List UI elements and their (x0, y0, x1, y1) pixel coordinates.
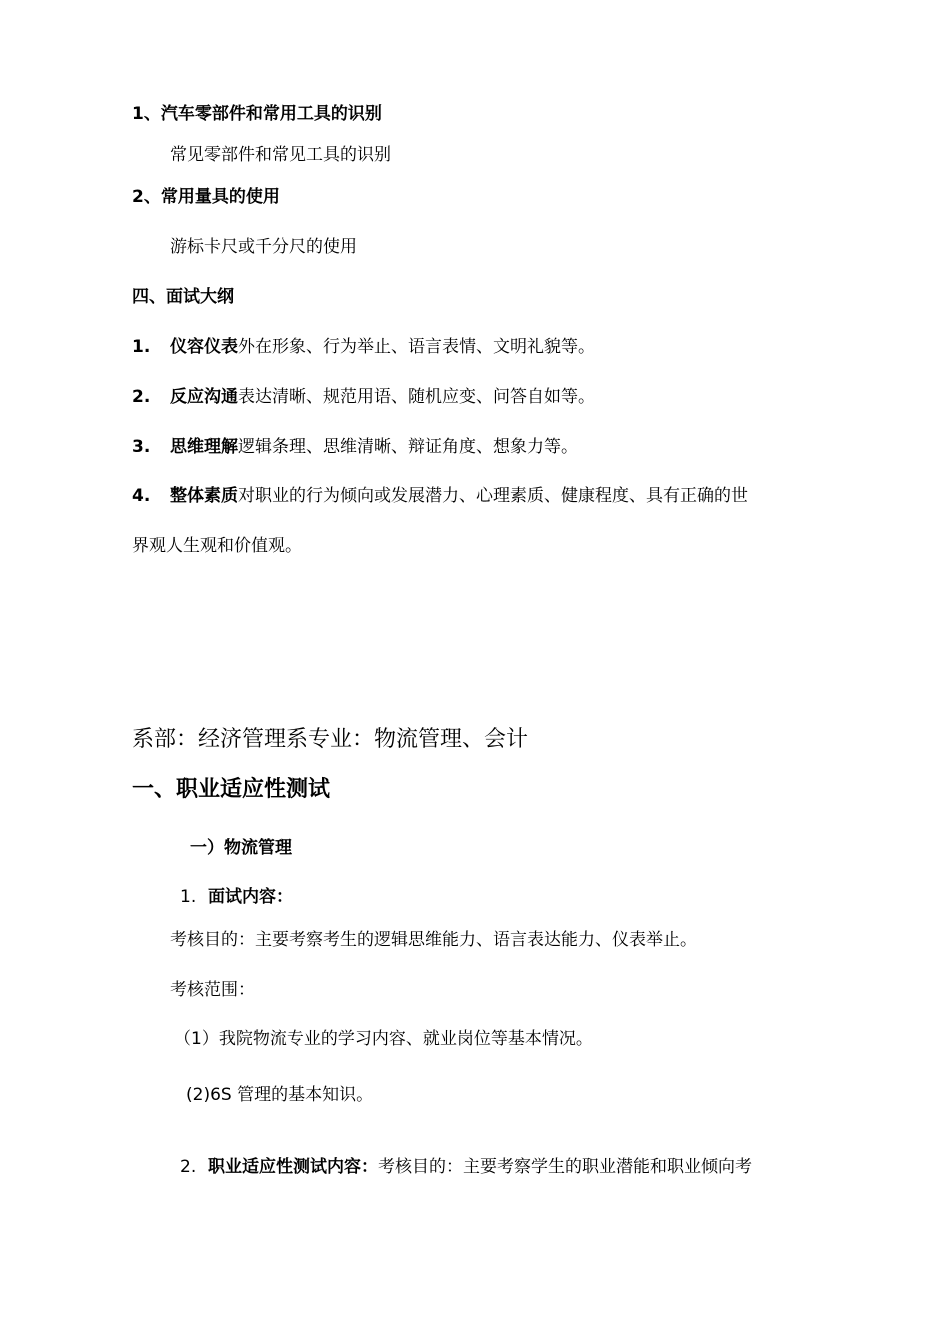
outline-item-number: 1. (132, 337, 151, 357)
outline-item-1 (132, 336, 595, 358)
item-interview-content (180, 886, 293, 908)
outline-item-4 (132, 485, 748, 507)
department-line: 系部：经济管理系专业：物流管理、会计 (132, 727, 529, 752)
paragraph-assessment-scope: 考核范围： (170, 980, 255, 1000)
paragraph-measuring-tools: 游标卡尺或千分尺的使用 (170, 237, 357, 257)
item-number: 2. (180, 1157, 197, 1177)
section-heading-parts-recognition: 1、汽车零部件和常用工具的识别 (132, 104, 382, 124)
outline-item-text: 逻辑条理、思维清晰、辩证角度、想象力等。 (238, 437, 578, 457)
item-title: 职业适应性测试内容： (208, 1157, 378, 1177)
outline-item-term: 整体素质 (170, 486, 238, 506)
outline-item-2 (132, 386, 595, 408)
outline-item-text: 对职业的行为倾向或发展潜力、心理素质、健康程度、具有正确的世 (238, 486, 748, 506)
scope-item-2: (2)6S 管理的基本知识。 (186, 1085, 374, 1105)
subsection-heading-logistics: 一）物流管理 (190, 838, 292, 858)
paragraph-parts-recognition: 常见零部件和常见工具的识别 (170, 145, 391, 165)
item-text: 考核目的：主要考察学生的职业潜能和职业倾向考 (378, 1157, 752, 1177)
item-title: 面试内容： (208, 887, 293, 907)
outline-item-text: 外在形象、行为举止、语言表情、文明礼貌等。 (238, 337, 595, 357)
outline-item-4-continuation: 界观人生观和价值观。 (132, 536, 302, 556)
item-aptitude-content (180, 1156, 752, 1178)
section-heading-interview-outline: 四、面试大纲 (132, 287, 234, 307)
outline-item-text: 表达清晰、规范用语、随机应变、问答自如等。 (238, 387, 595, 407)
item-number: 1. (180, 887, 197, 907)
outline-item-term: 思维理解 (170, 437, 238, 457)
outline-item-number: 4. (132, 486, 151, 506)
outline-item-number: 3. (132, 437, 151, 457)
scope-item-1: （1）我院物流专业的学习内容、就业岗位等基本情况。 (174, 1029, 593, 1049)
paragraph-assessment-goal: 考核目的：主要考察考生的逻辑思维能力、语言表达能力、仪表举止。 (170, 930, 697, 950)
outline-item-term: 反应沟通 (170, 387, 238, 407)
outline-item-term: 仪容仪表 (170, 337, 238, 357)
outline-item-3 (132, 436, 578, 458)
outline-item-number: 2. (132, 387, 151, 407)
section-heading-measuring-tools: 2、常用量具的使用 (132, 187, 280, 207)
section-heading-aptitude-test: 一、职业适应性测试 (132, 777, 331, 802)
